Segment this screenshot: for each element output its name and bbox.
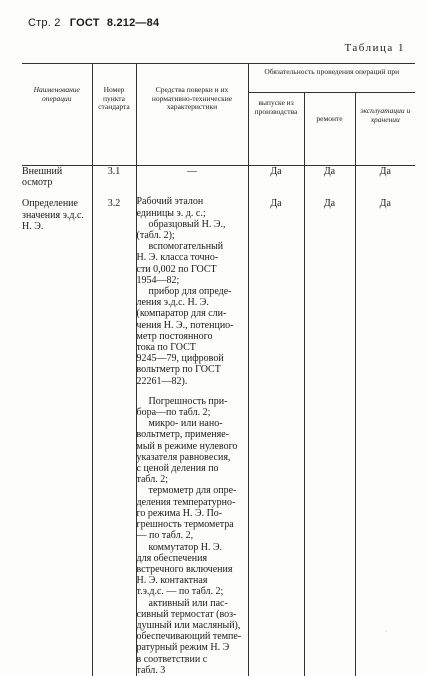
means-line: Погрешность при- — [148, 395, 228, 407]
means-line: бора—по табл. 2; — [136, 407, 211, 419]
row-clause: 3.1 — [92, 166, 136, 189]
means-line: тока по ГОСТ — [136, 342, 196, 354]
table-row — [22, 166, 415, 189]
col-header-repair: ремонте — [304, 93, 355, 166]
means-line: го режима Н. Э. По- — [136, 507, 223, 519]
means-line: образцовый Н. Э., — [148, 218, 226, 230]
means-line: встречного включения — [136, 563, 233, 575]
row-operation: Да — [355, 188, 415, 676]
means-line: прибор для опреде- — [148, 286, 232, 298]
row-repair: Да — [304, 188, 355, 676]
means-line: вольтметр по ГОСТ — [136, 364, 221, 376]
means-line: активный или пас- — [148, 597, 228, 609]
means-line: (табл. 2); — [136, 230, 175, 242]
means-line: ления э.д.с. Н. Э. — [136, 297, 209, 309]
col-header-operation: эксплуатации и хранении — [355, 93, 415, 166]
means-line: — по табл. 2, — [136, 530, 194, 542]
means-line: единицы э. д. с.; — [136, 207, 206, 219]
col-header-release: выпуске из производства — [248, 93, 304, 166]
col-header-obligation: Обязательность проведения операций при — [248, 64, 415, 93]
means-line: метр постоянного — [136, 330, 213, 342]
col-header-name: Наименование операции — [22, 64, 92, 166]
means-line: указателя равновесия, — [136, 451, 231, 463]
means-line: термометр для опре- — [148, 485, 237, 497]
means-line: в соответствии с — [136, 653, 208, 665]
means-line: ратурный режим Н. Э — [136, 642, 230, 654]
means-line: 1954—82; — [136, 274, 180, 286]
row-clause: 3.2 — [92, 188, 136, 676]
means-line: деления температурно- — [136, 496, 236, 508]
means-line: 22261—82). — [136, 375, 188, 387]
means-line: с ценой деления по — [136, 463, 219, 475]
means-line: грешность термометра — [136, 519, 234, 531]
row-means — [136, 188, 248, 676]
row-release: Да — [248, 188, 304, 676]
table-row — [22, 188, 415, 676]
means-line: вспомогательный — [148, 241, 224, 253]
row-name: Внешний осмотр — [22, 166, 92, 189]
means-line: для обеспечения — [136, 552, 208, 564]
means-line: душный или масляный), — [136, 619, 241, 631]
means-line: Рабочий эталон — [136, 196, 204, 208]
standard-number: 8.212—84 — [106, 17, 160, 29]
means-line: мый в режиме нулевого — [136, 440, 238, 452]
means-line: Н. Э. класса точно- — [136, 252, 219, 264]
means-line: табл. 3 — [136, 664, 166, 676]
means-line: Н. Э. контактная — [136, 575, 208, 587]
row-release: Да — [248, 166, 304, 189]
means-line: сти 0,002 по ГОСТ — [136, 263, 217, 275]
means-line: чения Н. Э., потенцио- — [136, 319, 234, 331]
means-line: табл. 2; — [136, 474, 169, 486]
row-repair: Да — [304, 166, 355, 189]
corner-mark: · — [385, 629, 387, 635]
row-means: — — [136, 166, 248, 189]
means-line: микро- или нано- — [148, 418, 223, 430]
page-header — [28, 17, 159, 29]
col-header-means: Средства поверки и их нормативно-технические характеристики — [136, 64, 248, 166]
verification-operations-table — [22, 63, 415, 676]
row-operation: Да — [355, 166, 415, 189]
means-line: вольтметр, применяе- — [136, 429, 230, 441]
means-line: т.э.д.с. — по табл. 2; — [136, 586, 224, 598]
standard-label: ГОСТ — [69, 17, 100, 29]
means-line: (компаратор для сли- — [136, 308, 227, 320]
page-number: Стр. 2 — [28, 17, 61, 29]
means-line: 9245—79, цифровой — [136, 353, 224, 365]
table-caption: Таблица 1 — [344, 42, 405, 54]
means-line: обеспечивающий темпе- — [136, 631, 242, 643]
means-line: сивный термостат (воз- — [136, 608, 237, 620]
col-header-clause: Номер пункта стандарта — [92, 64, 136, 166]
means-line: коммутатор Н. Э. — [148, 541, 223, 553]
row-name: Определение значения э.д.с. Н. Э. — [22, 188, 92, 676]
